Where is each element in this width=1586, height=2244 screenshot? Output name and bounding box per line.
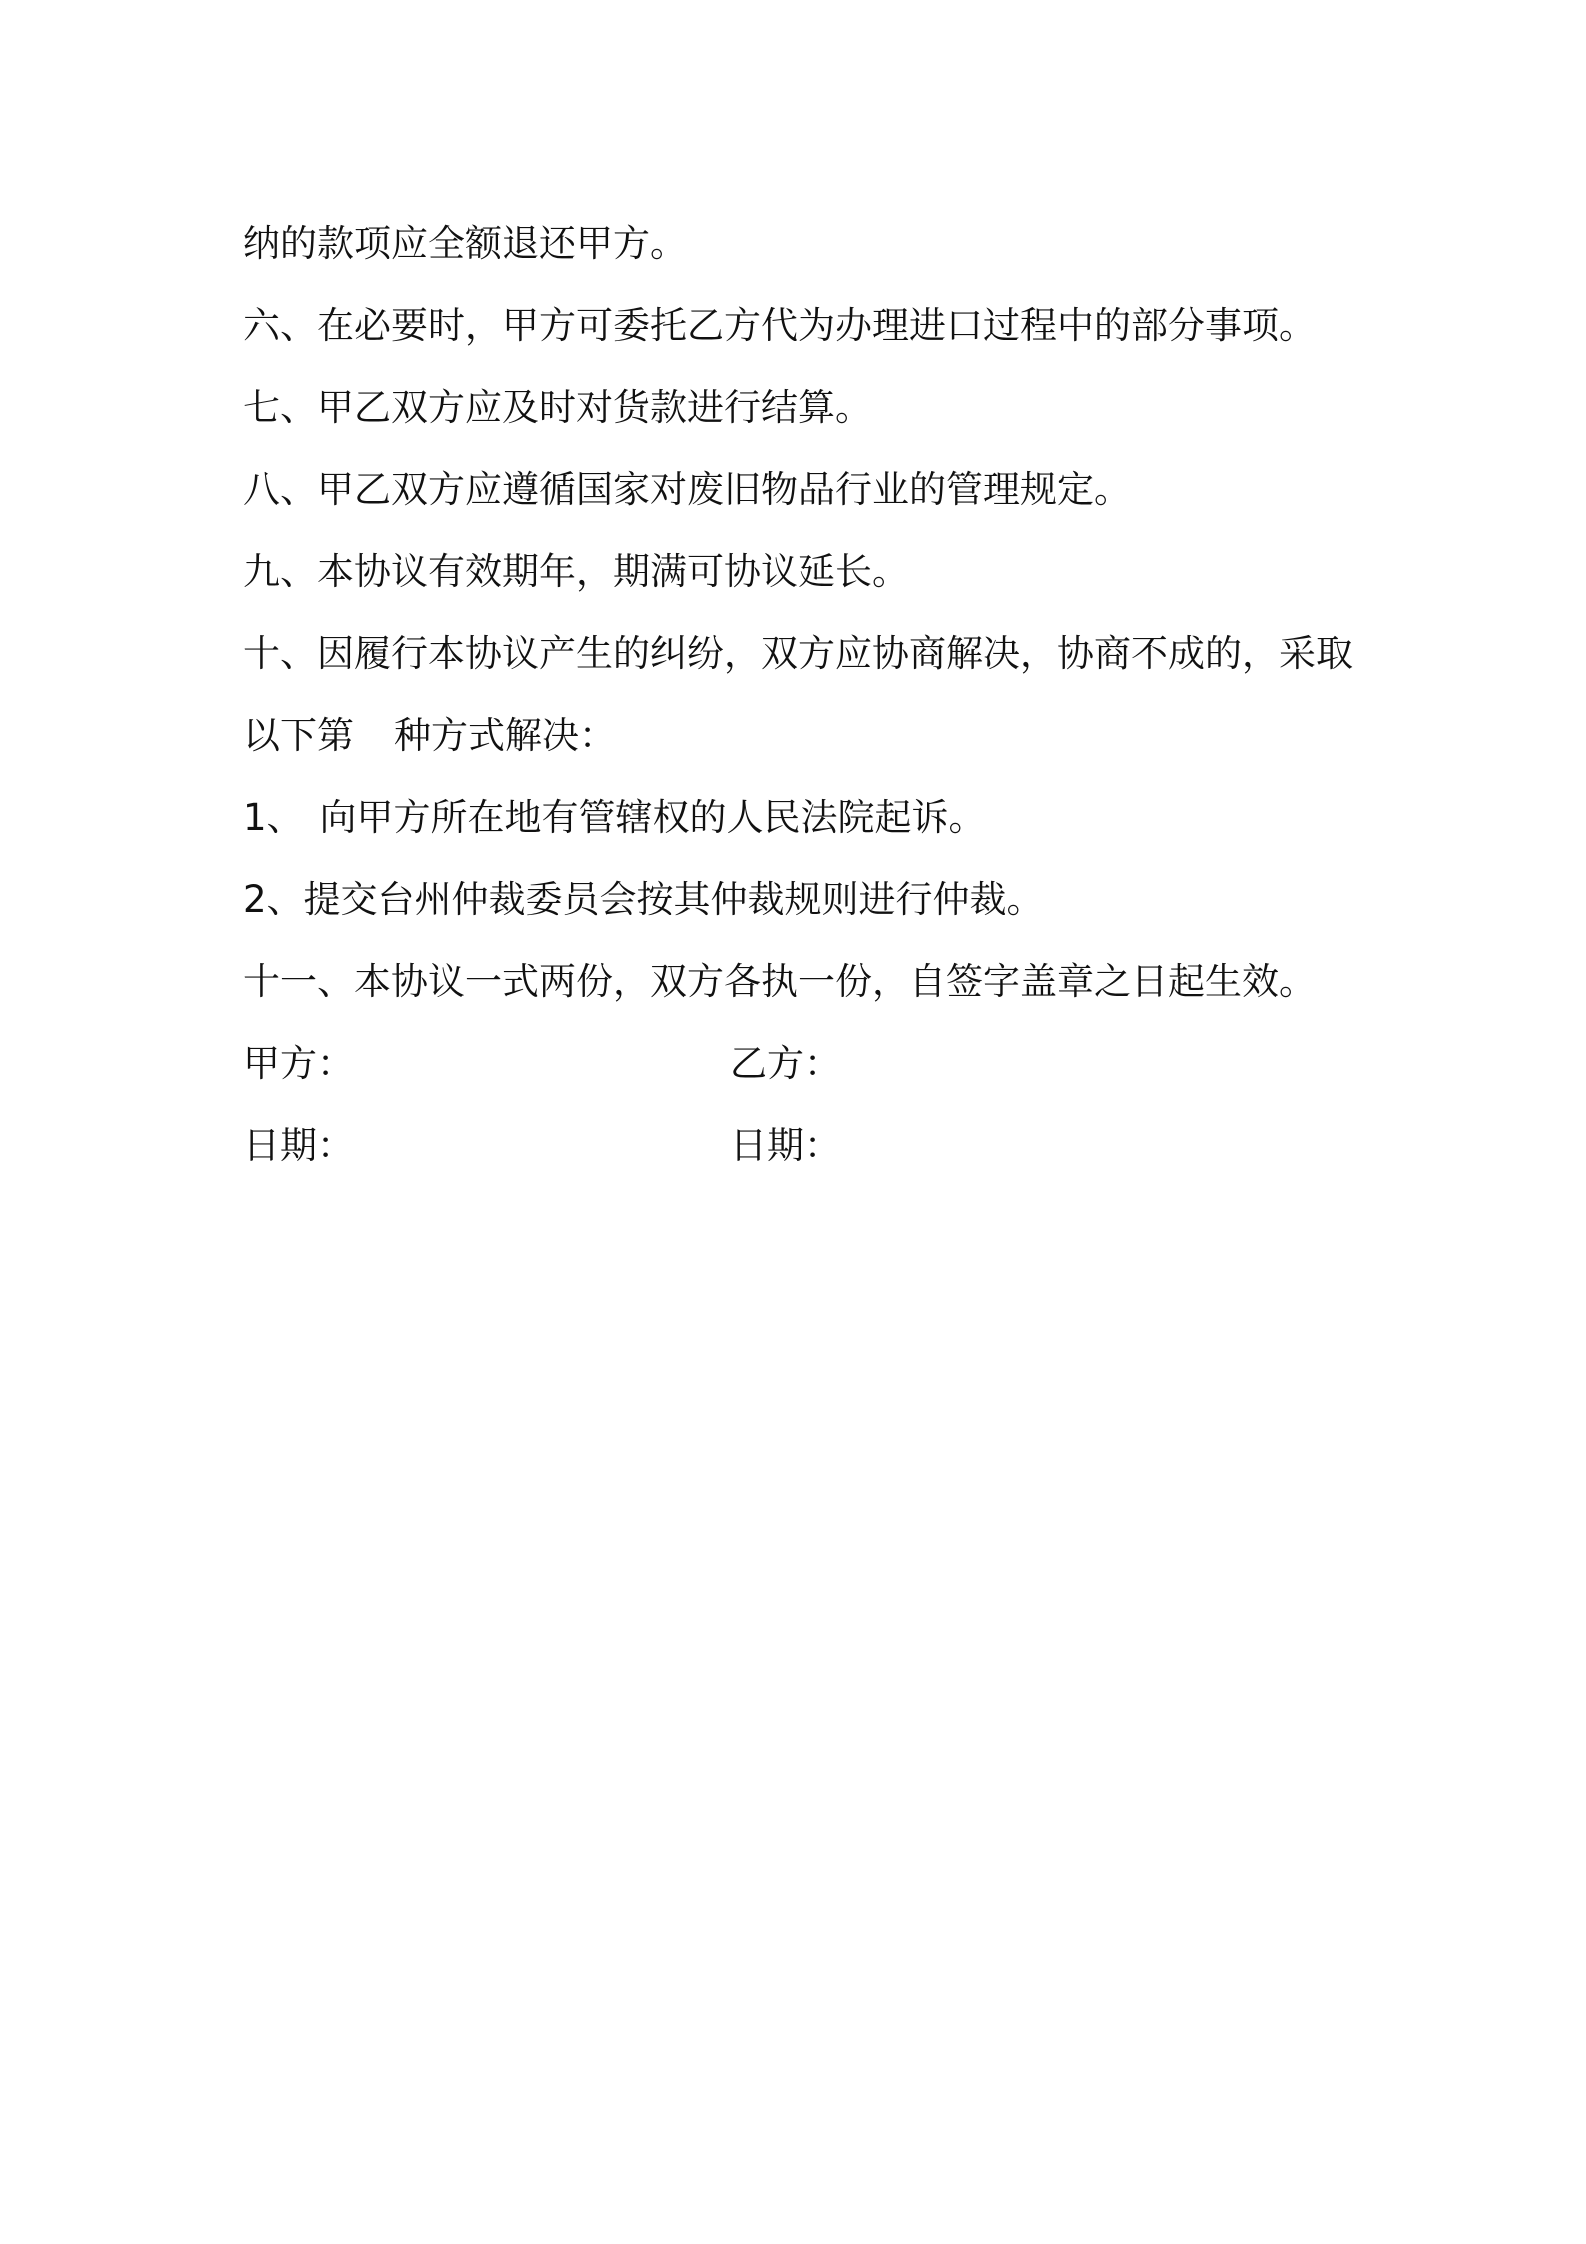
party-a-label: 甲方：: [243, 1042, 354, 1085]
clause-10-prefix: 以下第: [243, 714, 354, 757]
option-2: 2、提交台州仲裁委员会按其仲裁规则进行仲裁。: [243, 878, 1044, 921]
clause-10-suffix: 种方式解决：: [394, 714, 616, 757]
option-1-number: 1、: [243, 796, 304, 839]
signature-party-row: [243, 1023, 1363, 1105]
clause-11: 十一、本协议一式两份，双方各执一份，自签字盖章之日起生效。: [243, 960, 1316, 1003]
clause-6: 六、在必要时，甲方可委托乙方代为办理进口过程中的部分事项。: [243, 304, 1316, 347]
date-a-label: 日期：: [243, 1124, 354, 1167]
clause-9: 九、本协议有效期年，期满可协议延长。: [243, 550, 909, 593]
document-body: [243, 203, 1363, 1187]
clause-7: 七、甲乙双方应及时对货款进行结算。: [243, 386, 872, 429]
clause-10: 十、因履行本协议产生的纠纷，双方应协商解决，协商不成的，采取: [243, 632, 1353, 675]
signature-date-row: [243, 1105, 1363, 1187]
option-1: [243, 777, 1363, 859]
option-1-text: 向甲方所在地有管辖权的人民法院起诉。: [319, 796, 986, 839]
paragraph-line-1: 纳的款项应全额退还甲方。: [243, 222, 687, 265]
clause-10-continued: [243, 695, 1363, 777]
clause-8: 八、甲乙双方应遵循国家对废旧物品行业的管理规定。: [243, 468, 1131, 511]
date-b-label: 日期：: [730, 1124, 841, 1167]
party-b-label: 乙方：: [730, 1042, 841, 1085]
